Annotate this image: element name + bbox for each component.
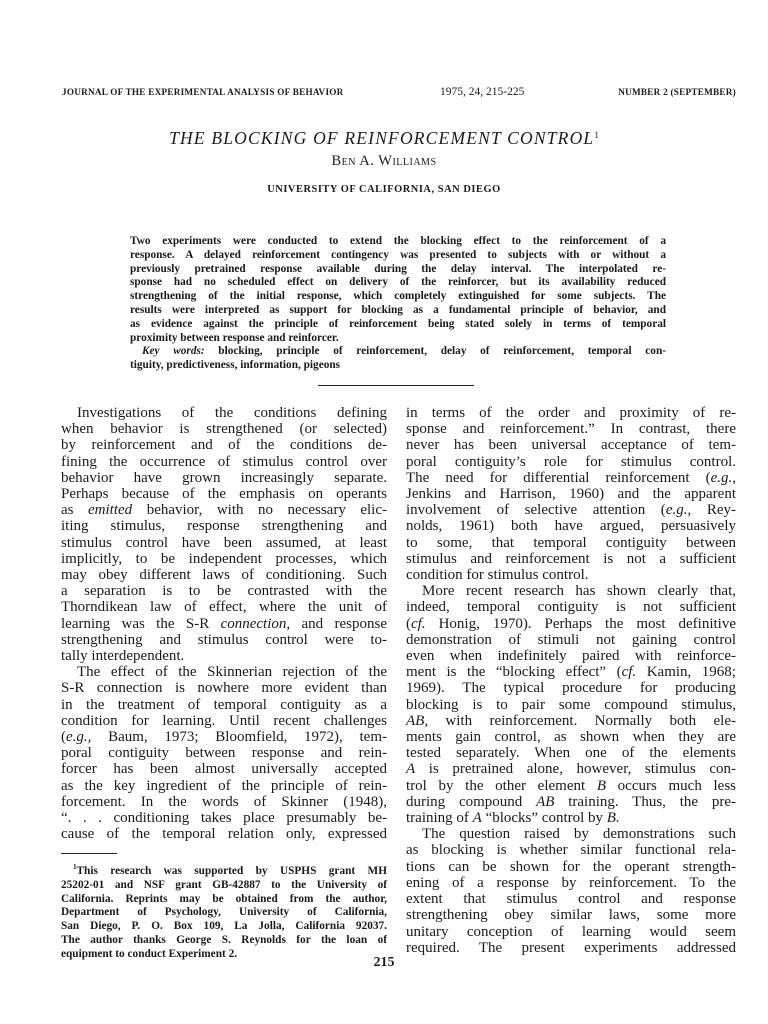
body-line: even when indefinitely paired with reinforce- [406, 648, 736, 665]
body-italic: e.g., [665, 502, 692, 519]
body-line: nolds, 1961) both have argued, persuasively [406, 518, 736, 535]
body-line: by reinforcement and of the conditions de- [61, 437, 387, 454]
body-italic: AB, [406, 712, 429, 729]
article-title-text: THE BLOCKING OF REINFORCEMENT CONTROL [169, 128, 595, 148]
footnote-text: This research was supported by USPHS grant MH [76, 864, 387, 877]
body-line: tions can be shown for the operant strength- [406, 858, 736, 875]
body-text: is pretrained alone, however, stimulus con- [415, 761, 736, 778]
body-text: training. Thus, the pre- [554, 793, 736, 810]
body-line: The effect of the Skinnerian rejection of the [77, 664, 387, 681]
body-line: iting stimulus, response strengthening and [61, 518, 387, 535]
body-line [406, 794, 736, 810]
body-text: ment is the “blocking effect” ( [406, 664, 622, 681]
body-text: with reinforcement. Normally both ele- [428, 712, 736, 729]
journal-name: JOURNAL OF THE EXPERIMENTAL ANALYSIS OF BEHAVIOR [62, 87, 344, 97]
body-line: S-R connection is nowhere more evident than [61, 680, 387, 697]
body-italic: e.g., [66, 729, 92, 746]
footnote [61, 861, 387, 962]
abstract-line: strengthening of the initial response, which completely extinguished for some subjects. The [130, 290, 666, 303]
issue-number: NUMBER 2 (SEPTEMBER) [618, 87, 736, 97]
body-line: fining the occurrence of stimulus control over [61, 453, 387, 470]
body-line: tested separately. When one of the elements [406, 745, 736, 762]
abstract-line: Two experiments were conducted to extend the blocking effect to the reinforcement of a [130, 235, 666, 247]
body-text: trol by the other element [406, 777, 597, 794]
body-italic: B. [606, 810, 620, 827]
key-words-line: tiguity, predictiveness, information, pigeons [130, 359, 341, 372]
abstract-line: results were interpreted as support for blocking as a fundamental principle of behavior, and [130, 303, 666, 316]
abstract-line: previously pretrained response available during the delay interval. The interpolated re- [130, 262, 666, 275]
body-text: involvement of selective attention ( [406, 502, 666, 519]
body-line: tally interdependent. [61, 648, 185, 665]
body-text: learning was the S-R [61, 615, 221, 632]
body-line [61, 729, 387, 745]
body-text: behavior, with no necessary elic- [132, 502, 387, 519]
body-line: Jenkins and Harrison, 1960) and the apparent [406, 486, 736, 503]
body-line [406, 761, 736, 777]
body-line: blocking is to pair some compound stimulus, [406, 696, 736, 713]
page-number: 215 [373, 955, 395, 970]
body-line: poral contiguity’s role for stimulus control. [406, 453, 736, 470]
body-line: Perhaps because of the emphasis on operants [61, 486, 387, 503]
body-line [406, 470, 736, 486]
section-divider [318, 385, 474, 386]
key-words-text: blocking, principle of reinforcement, delay of reinforcement, temporal con- [204, 345, 666, 358]
right-column [406, 405, 736, 956]
body-italic: emitted [88, 502, 133, 519]
body-line: in the treatment of temporal contiguity as a [61, 696, 387, 713]
body-text: Kamin, 1968; [636, 664, 736, 681]
abstract-line: response. A delayed reinforcement contingency was presented to subjects with or without a [130, 248, 666, 261]
key-words-line [130, 345, 666, 359]
body-line: “. . . conditioning takes place presumably be- [61, 810, 387, 827]
body-text: occurs much less [606, 777, 736, 794]
body-text: Honig, 1970). Perhaps the most definitive [425, 615, 736, 632]
body-text: ( [61, 729, 66, 746]
footnote-line: Department of Psychology, University of California, [61, 906, 387, 919]
body-line [61, 502, 387, 518]
body-line [406, 502, 736, 518]
body-italic: cf. [411, 615, 426, 632]
body-line: ments gain control, as shown when they are [406, 729, 736, 746]
body-text: as [61, 502, 89, 519]
body-text: ( [406, 615, 411, 632]
article-title [0, 128, 768, 149]
body-text: and response [290, 615, 387, 632]
body-line: a separation is to be contrasted with the [61, 583, 387, 600]
footnote-line: San Diego, P. O. Box 109, La Jolla, California 92037. [61, 920, 387, 933]
body-italic: B [596, 777, 606, 794]
abstract-line: sponse had no scheduled effect on delivery of the reinforcer, but its availability reduced [130, 276, 666, 289]
body-line: Investigations of the conditions defining [77, 405, 387, 421]
body-line: Thorndikean law of effect, where the unit of [61, 599, 387, 616]
body-line: never has been universal acceptance of tem- [406, 437, 736, 454]
footnote-line: 25202-01 and NSF grant GB-42887 to the University of [61, 878, 387, 891]
body-line: stimulus control have been assumed, at least [61, 534, 387, 551]
body-line: unitary conception of learning would seem [406, 923, 736, 940]
body-text: Rey- [691, 502, 736, 519]
body-line: condition for stimulus control. [406, 567, 589, 584]
body-italic: e.g., [710, 469, 736, 486]
body-line [406, 616, 736, 632]
body-line: to some, that temporal contiguity between [406, 534, 736, 551]
body-line [406, 778, 736, 794]
key-words-label: Key words: [142, 345, 205, 358]
body-line: poral contiguity between response and rein- [61, 745, 387, 762]
abstract-line: proximity between response and reinforcer. [130, 331, 339, 344]
footnote-line: equipment to conduct Experiment 2. [61, 948, 238, 961]
body-line: ening of a response by reinforcement. To the [406, 874, 736, 891]
body-line: forcement. In the words of Skinner (1948), [61, 793, 387, 810]
footnote-divider [61, 853, 117, 854]
body-line: More recent research has shown clearly that, [422, 583, 736, 600]
body-line: 1969). The typical procedure for producing [406, 680, 736, 697]
body-text: during compound [406, 793, 537, 810]
body-line: may obey different laws of conditioning. Such [61, 567, 387, 584]
footnote-line: California. Reprints may be obtained from the author, [61, 892, 387, 905]
body-line: strengthening and stimulus control were to- [61, 631, 387, 648]
body-line [406, 664, 736, 680]
body-line: indeed, temporal contiguity is not sufficient [406, 599, 736, 616]
body-line: The question raised by demonstrations such [422, 826, 736, 843]
body-line: strengthening obey similar laws, some more [406, 907, 736, 924]
body-italic: A [406, 761, 416, 778]
body-line: required. The present experiments addressed [406, 939, 736, 956]
body-line [61, 616, 387, 632]
body-line: cause of the temporal relation only, expressed [61, 826, 387, 843]
body-line: in terms of the order and proximity of re- [406, 405, 736, 421]
body-line: stimulus and reinforcement is not a sufficient [406, 550, 736, 567]
footnote-line [61, 861, 387, 879]
body-text: The need for differential reinforcement ( [406, 469, 711, 486]
body-line [406, 810, 736, 826]
author-name: Ben A. Williams [331, 153, 437, 169]
affiliation: UNIVERSITY OF CALIFORNIA, SAN DIEGO [267, 184, 501, 195]
left-column [61, 405, 387, 842]
body-line: as blocking is whether similar functional rela- [406, 842, 736, 859]
footnote-line: The author thanks George S. Reynolds for the loan of [61, 934, 387, 947]
body-line: as the key ingredient of the principle of rein- [61, 777, 387, 794]
body-line: demonstration of stimuli not gaining control [406, 631, 736, 648]
body-line: forcer has been almost universally accepted [61, 761, 387, 778]
body-italic: cf. [621, 664, 637, 681]
body-text: Baum, 1973; Bloomfield, 1972), tem- [91, 729, 387, 746]
body-line: extent that stimulus control and response [406, 891, 736, 908]
body-line: sponse and reinforcement.” In contrast, there [406, 421, 736, 438]
body-line: behavior have grown increasingly separate. [61, 469, 387, 486]
body-line [406, 713, 736, 729]
running-header [62, 87, 736, 101]
body-italic: A [472, 810, 482, 827]
title-footnote-mark: 1 [594, 130, 599, 140]
body-line: condition for learning. Until recent challenges [61, 712, 387, 729]
body-text: training of [406, 810, 473, 827]
volume-info: 1975, 24, 215-225 [440, 86, 525, 98]
body-italic: connection, [220, 615, 291, 632]
footnote-mark: 1 [73, 863, 77, 871]
body-italic: AB [536, 793, 555, 810]
body-text: “blocks” control by [481, 810, 607, 827]
body-line: when behavior is strengthened (or selected) [61, 421, 387, 438]
abstract [130, 235, 666, 373]
body-line: implicitly, to be independent processes, which [61, 550, 387, 567]
abstract-line: as evidence against the principle of reinforcement being stated solely in terms of temporal [130, 317, 666, 330]
